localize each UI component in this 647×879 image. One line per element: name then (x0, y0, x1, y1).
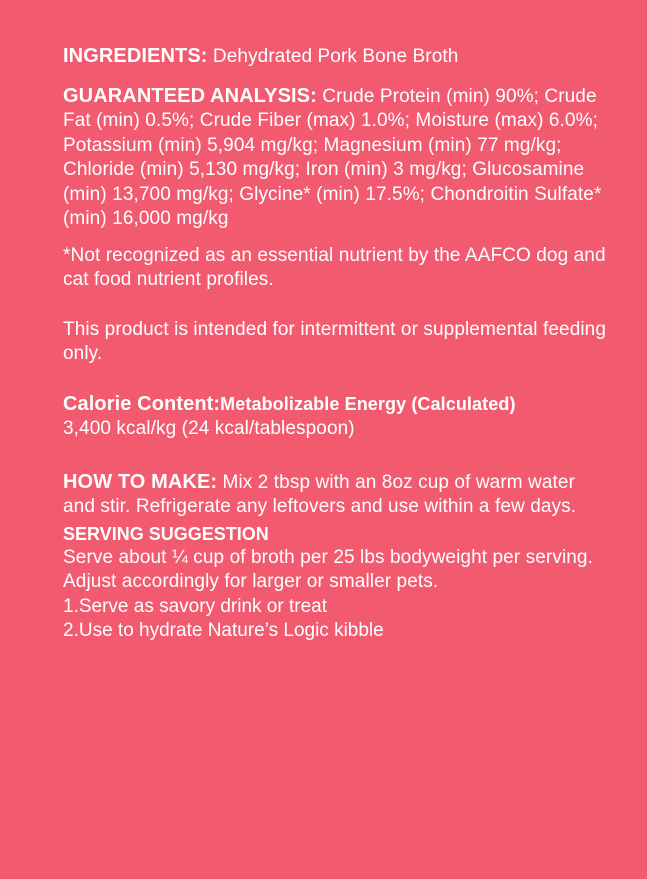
intended-use-statement: This product is intended for intermittent or supplemental feeding only. (63, 318, 607, 364)
serving-suggestion-text: Serve about ¼ cup of broth per 25 lbs bodyweight per serving. Adjust accordingly for larger or smaller pets. (63, 546, 593, 592)
ingredients-section (63, 44, 607, 70)
ingredients-text: Dehydrated Pork Bone Broth (207, 46, 459, 67)
list-item: 1.Serve as savory drink or treat (63, 595, 327, 617)
footnote: *Not recognized as an essential nutrient by the AAFCO dog and cat food nutrient profiles. (63, 244, 606, 290)
guaranteed-analysis-section (63, 84, 607, 232)
guaranteed-analysis-label: GUARANTEED ANALYSIS: (63, 84, 317, 107)
list-item: 2.Use to hydrate Nature’s Logic kibble (63, 620, 384, 641)
serving-suggestion-list (63, 595, 607, 644)
calorie-content-section (63, 392, 607, 442)
how-to-make-text: Mix 2 tbsp with an 8oz cup of warm water and stir. Refrigerate any leftovers and use within a few days. (63, 471, 577, 517)
how-to-make-section (63, 470, 607, 520)
how-to-make-label: HOW TO MAKE: (63, 470, 218, 493)
guaranteed-analysis-text: Crude Protein (min) 90%; Crude Fat (min) 0.5%; Crude Fiber (max) 1.0%; Moisture (max) 6.0%; Potassium (min) 5,904 mg/kg; Magnesium (min) 77 mg/kg; Chloride (min) 5,130 mg/kg; Iron (min) 3 mg/kg; Glucosamine (min) 13,700 mg/kg; Glycine* (min) 17.5%; Chondroitin Sulfate* (min) 16,000 mg/kg (63, 85, 602, 229)
serving-suggestion-title: SERVING SUGGESTION (63, 523, 269, 544)
ingredients-label: INGREDIENTS: (63, 45, 208, 67)
calorie-content-sublabel: Metabolizable Energy (Calculated) (220, 393, 516, 414)
calorie-content-value: 3,400 kcal/kg (24 kcal/tablespoon) (63, 418, 355, 439)
calorie-content-label: Calorie Content: (63, 392, 221, 415)
